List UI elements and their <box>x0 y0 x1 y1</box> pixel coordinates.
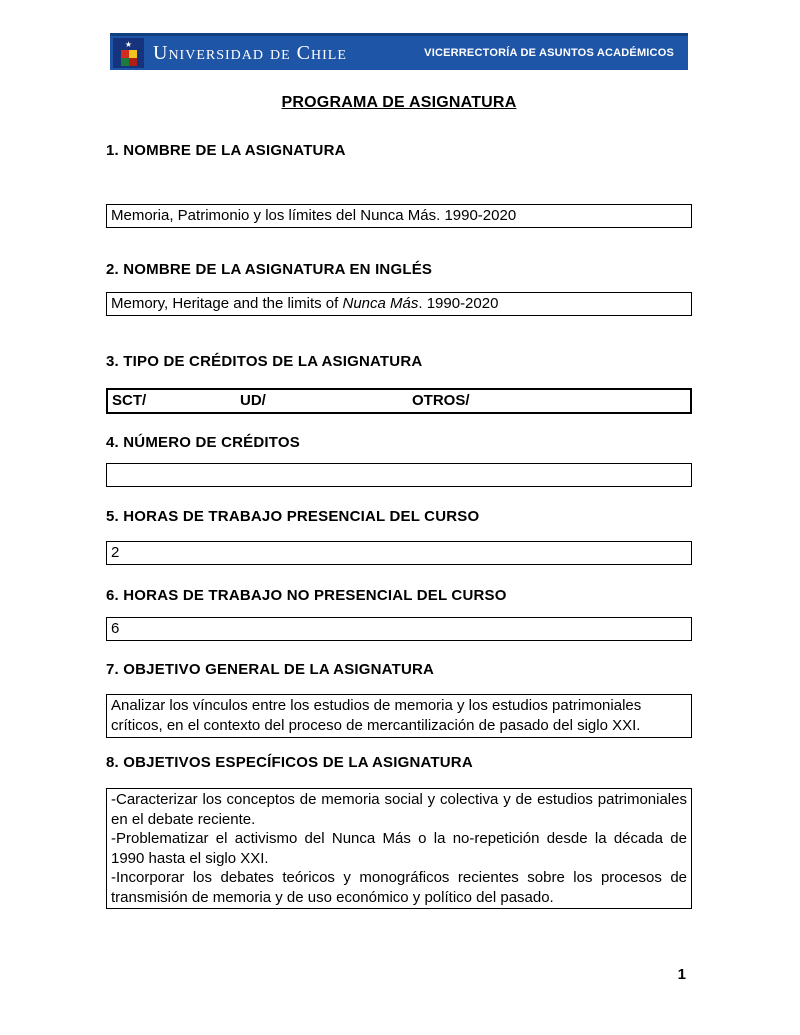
section-7-value-box[interactable] <box>106 694 692 738</box>
university-name: Universidad de Chile <box>153 41 347 64</box>
objective-item: -Problematizar el activismo del Nunca Más o la no-repetición desde la década de 1990 hasta el siglo XXI. <box>111 830 687 867</box>
section-5-heading: 5. HORAS DE TRABAJO PRESENCIAL DEL CURSO <box>106 508 480 525</box>
section-5-value-box[interactable]: 2 <box>106 541 692 565</box>
header-banner <box>110 33 688 70</box>
credits-field-sct[interactable]: SCT/ <box>112 392 147 409</box>
section-2-heading: 2. NOMBRE DE LA ASIGNATURA EN INGLÉS <box>106 261 433 278</box>
credits-field-ud[interactable]: UD/ <box>240 392 266 409</box>
page-number: 1 <box>677 966 686 983</box>
objective-item: -Incorporar los debates teóricos y monográficos recientes sobre los procesos de transmisión de memoria y de uso económico y político del pasado. <box>111 869 687 906</box>
section-8-value-box[interactable] <box>106 788 692 909</box>
university-logo-icon <box>113 38 144 68</box>
section-7-heading: 7. OBJETIVO GENERAL DE LA ASIGNATURA <box>106 661 435 678</box>
section-6-value-box[interactable]: 6 <box>106 617 692 641</box>
page-title: PROGRAMA DE ASIGNATURA <box>281 94 517 111</box>
logo-shield-icon <box>121 50 137 66</box>
section-4-heading: 4. NÚMERO DE CRÉDITOS <box>106 434 300 451</box>
section-6-heading: 6. HORAS DE TRABAJO NO PRESENCIAL DEL CURSO <box>106 587 507 604</box>
section-1-value-box[interactable]: Memoria, Patrimonio y los límites del Nunca Más. 1990-2020 <box>106 204 692 228</box>
section-2-value-prefix: Memory, Heritage and the limits of <box>111 295 343 312</box>
section-4-value-box[interactable] <box>106 463 692 487</box>
section-3-credits-box[interactable] <box>106 388 692 414</box>
department-name: VICERRECTORÍA DE ASUNTOS ACADÉMICOS <box>424 47 674 59</box>
section-3-heading: 3. TIPO DE CRÉDITOS DE LA ASIGNATURA <box>106 353 423 370</box>
section-1-heading: 1. NOMBRE DE LA ASIGNATURA <box>106 142 346 159</box>
section-2-value-suffix: . 1990-2020 <box>418 295 499 312</box>
section-7-value-text: Analizar los vínculos entre los estudios de memoria y los estudios patrimoniales críticos, en el contexto del proceso de mercantilización de pasado del siglo XXI. <box>111 697 642 734</box>
form-content <box>106 70 692 909</box>
logo-star-icon: ★ <box>124 39 133 49</box>
credits-field-otros[interactable]: OTROS/ <box>412 392 470 409</box>
section-2-value-box[interactable] <box>106 292 692 316</box>
section-2-value-italic: Nunca Más <box>342 295 419 312</box>
objective-item: -Caracterizar los conceptos de memoria social y colectiva y de estudios patrimoniales en el debate reciente. <box>111 791 687 828</box>
section-8-heading: 8. OBJETIVOS ESPECÍFICOS DE LA ASIGNATURA <box>106 754 473 771</box>
